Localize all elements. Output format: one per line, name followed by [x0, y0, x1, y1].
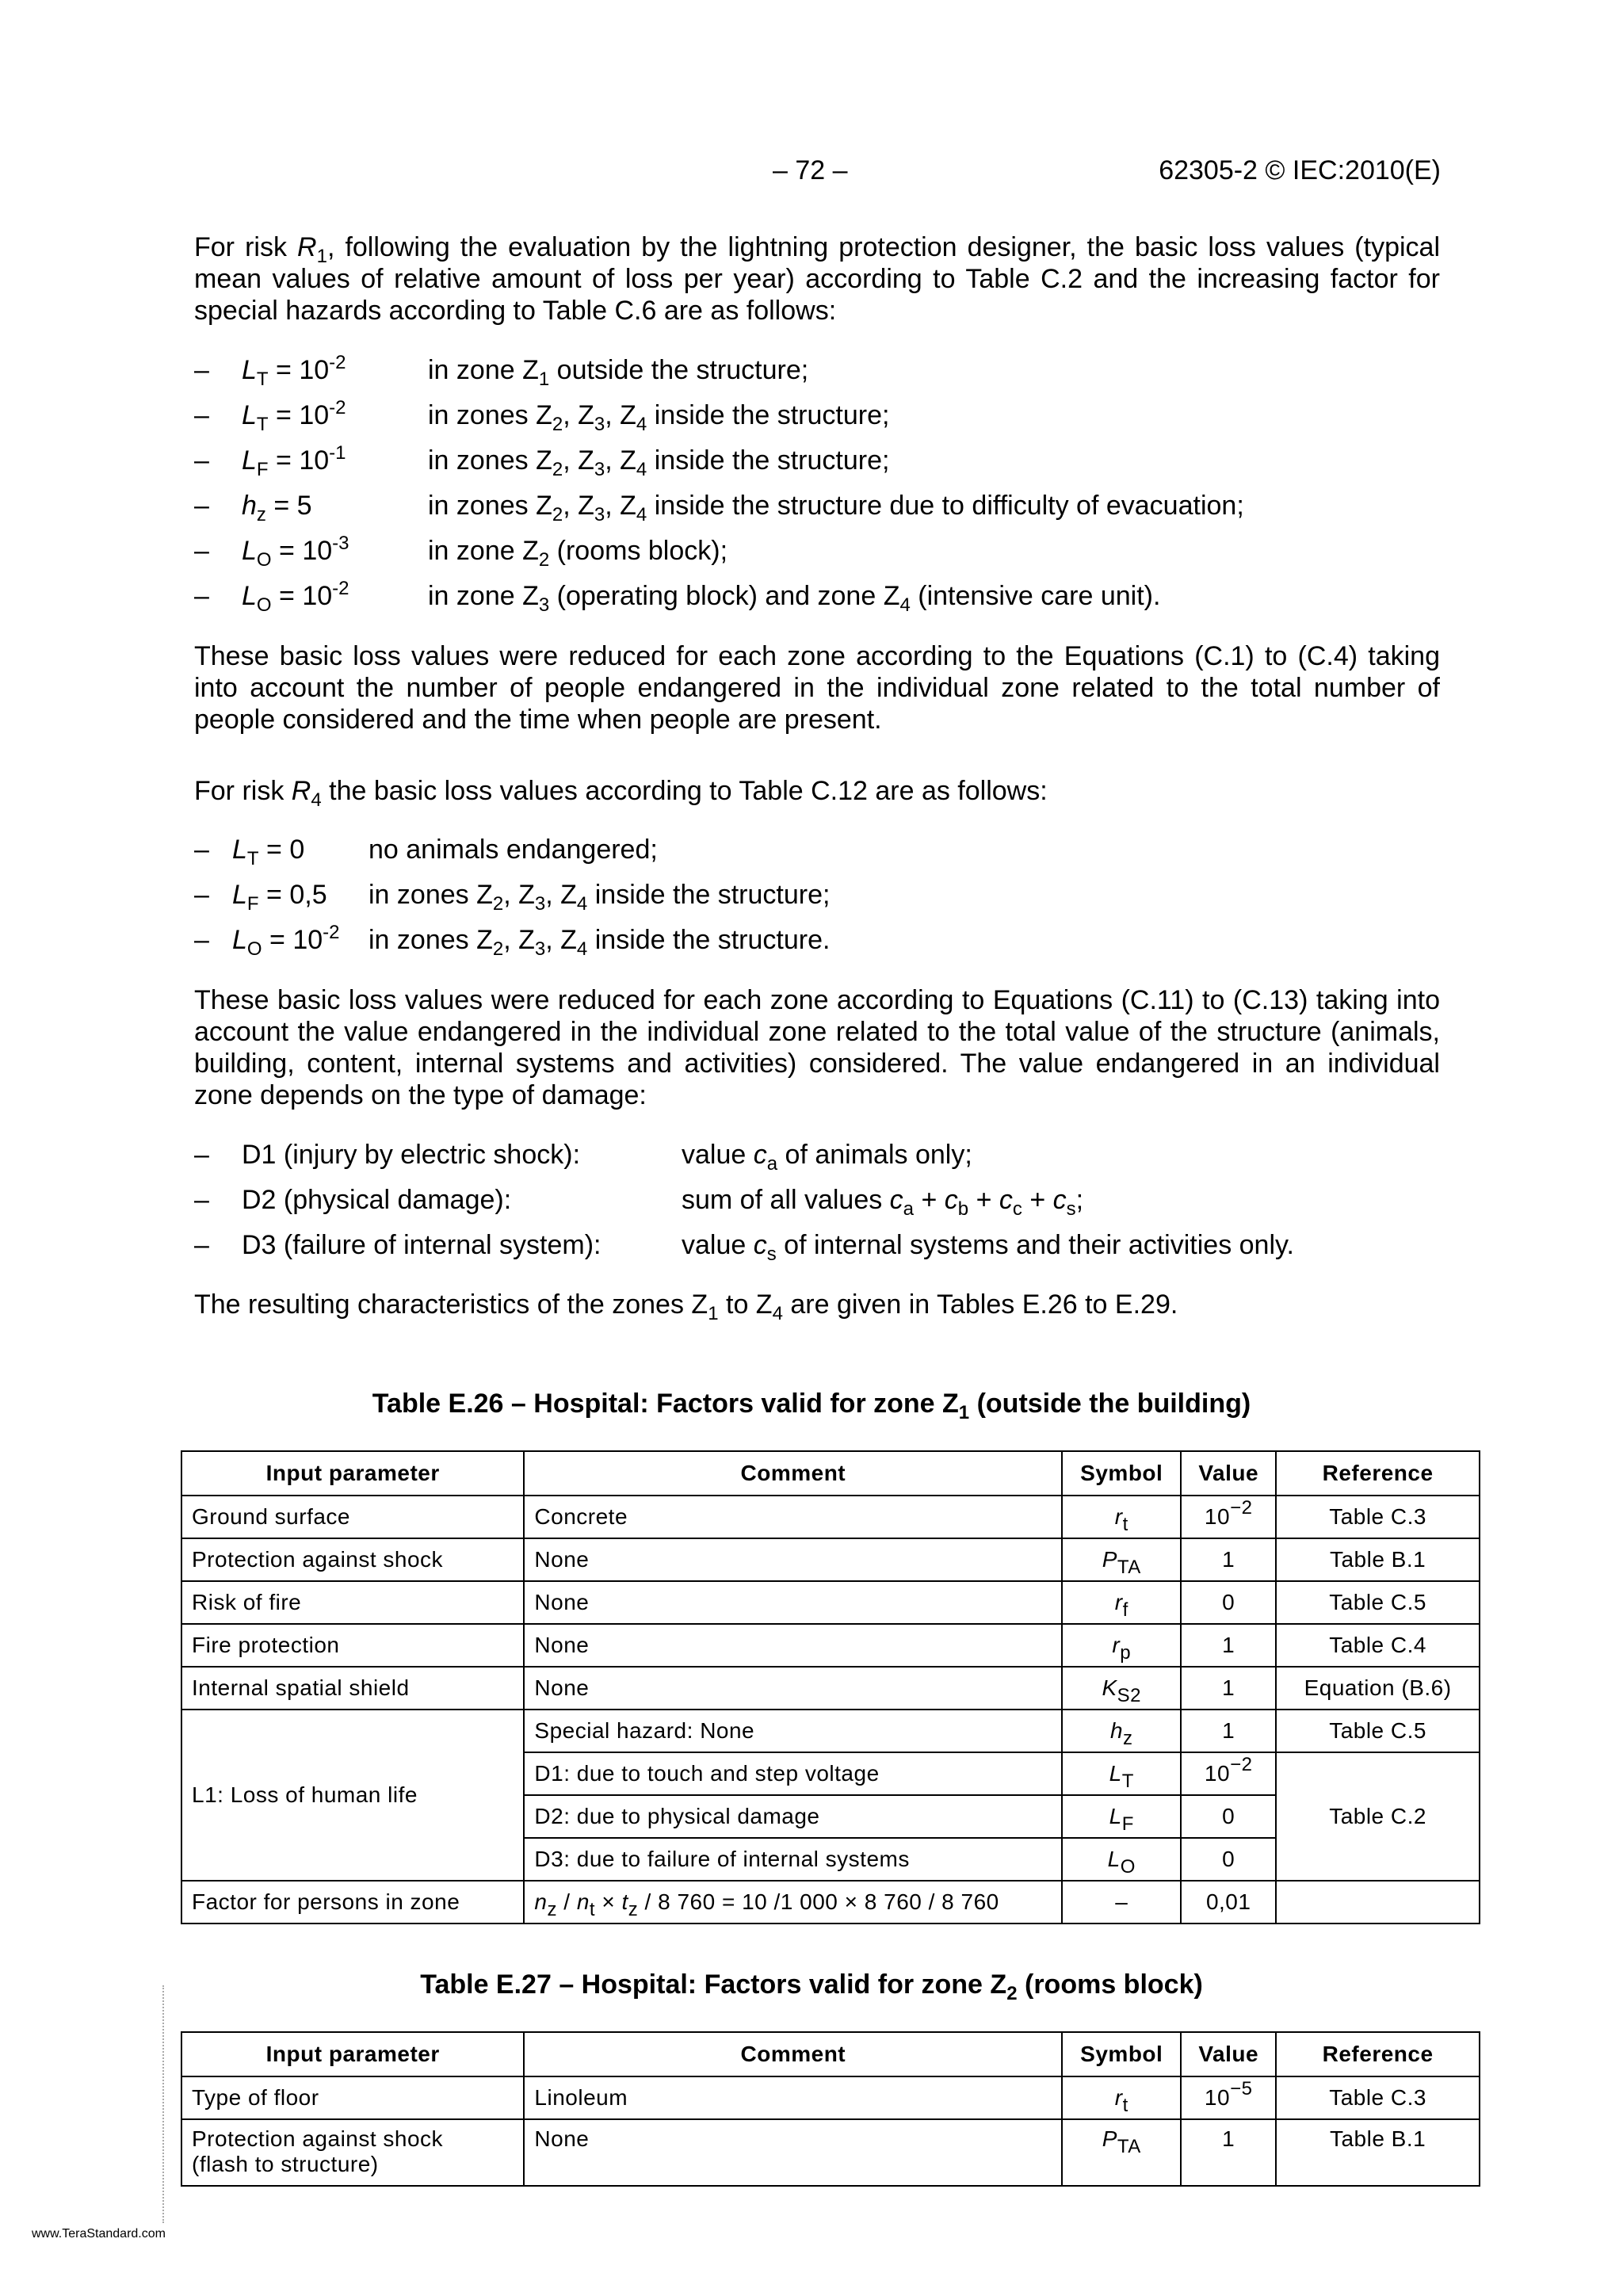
- column-header: Reference: [1276, 2032, 1480, 2076]
- column-header: Input parameter: [181, 2032, 524, 2076]
- column-header: Symbol: [1062, 1451, 1181, 1496]
- table-row: Factor for persons in zone $n_z / n_t \times t_z / 8$ 760 = 10 /1 000 × 8 760 / 8 760 – 0,01: [181, 1881, 1480, 1924]
- paragraph-loss-reduction: These basic loss values were reduced for each zone according to the Equations (C.1) to (C.4) taking into account the number of people endangered in the individual zone related to the total number of people considered and the time when people are present.: [194, 641, 1440, 735]
- page-number: – 72 –: [773, 155, 848, 185]
- column-header: Input parameter: [181, 1451, 524, 1496]
- table-e26: [181, 1450, 1480, 1924]
- table-row: Protection against shock None $P_{TA}$ 1 Table B.1: [181, 1538, 1480, 1581]
- table-e26-caption: Table E.26 – Hospital: Factors valid for zone $Z_1$ (outside the building): [372, 1389, 1251, 1423]
- list-item: – $L_F = 10^{-1}$ in zones $Z_2$, $Z_3$, $Z_4$ inside the structure;: [194, 442, 890, 480]
- table-header-row: [181, 1451, 1480, 1496]
- table-row: Internal spatial shield None $K_{S2}$ 1 Equation (B.6): [181, 1667, 1480, 1710]
- column-header: Reference: [1276, 1451, 1480, 1496]
- column-header: Comment: [524, 2032, 1062, 2076]
- list-item: – $h_z = 5$ in zones $Z_2$, $Z_3$, $Z_4$ inside the structure due to difficulty of evacuation;: [194, 491, 1244, 525]
- table-row: Protection against shock (flash to structure) None $P_{TA}$ 1 Table B.1: [181, 2119, 1480, 2186]
- table-e27-caption: Table E.27 – Hospital: Factors valid for zone $Z_2$ (rooms block): [420, 1969, 1203, 2004]
- column-header: Value: [1181, 2032, 1276, 2076]
- intro-paragraph: For risk $R_1$, following the evaluation by the lightning protection designer, the basic loss values (typical mean values of relative amount of loss per year) according to Table C.2 and the increasing factor for special hazards according to Table C.6 are as follows:: [194, 232, 1440, 326]
- standard-id: 62305-2 © IEC:2010(E): [1159, 155, 1441, 185]
- watermark: www.TeraStandard.com: [32, 2227, 166, 2241]
- r4-intro: For risk $R_4$ the basic loss values according to Table C.12 are as follows:: [194, 776, 1048, 811]
- list-item: – $L_O = 10^{-3}$ in zone $Z_2$ (rooms block);: [194, 533, 728, 571]
- list-item: – D3 (failure of internal system): value $c_s$ of internal systems and their activities only.: [194, 1230, 1294, 1265]
- table-row: L1: Loss of human life Special hazard: None $h_z$ 1 Table C.5: [181, 1710, 1480, 1752]
- table-row: Ground surface Concrete $r_t$ $10^{-2}$ Table C.3: [181, 1496, 1480, 1538]
- list-item: – $L_O = 10^{-2}$ in zone $Z_3$ (operating block) and zone $Z_4$ (intensive care unit).: [194, 578, 1161, 616]
- list-item: – $L_T = 10^{-2}$ in zone $Z_1$ outside the structure;: [194, 352, 809, 390]
- table-row: D2: due to physical damage $L_F$ 0: [181, 1795, 1480, 1838]
- paragraph-value-endangered: These basic loss values were reduced for each zone according to Equations (C.11) to (C.13) taking into account the value endangered in the individual zone related to the total value of the structure (animals, building, content, internal systems and activities) considered. The value endangered in an individual zone depends on the type of damage:: [194, 985, 1440, 1110]
- list-item: – $L_O = 10^{-2}$ in zones $Z_2$, $Z_3$, $Z_4$ inside the structure.: [194, 922, 831, 960]
- list-item: – D2 (physical damage): sum of all values $c_a + c_b + c_c + c_s$;: [194, 1185, 1084, 1220]
- list-item: – $L_F = 0,5$ in zones $Z_2$, $Z_3$, $Z_4$ inside the structure;: [194, 880, 831, 915]
- table-row: D1: due to touch and step voltage $L_T$ $10^{-2}$ Table C.2: [181, 1752, 1480, 1795]
- list-item: – D1 (injury by electric shock): value $c_a$ of animals only;: [194, 1140, 972, 1175]
- scan-edge-dots: [162, 1985, 166, 2223]
- paragraph-zone-characteristics: The resulting characteristics of the zones $Z_1$ to $Z_4$ are given in Tables E.26 to E.29.: [194, 1289, 1178, 1324]
- table-row: Fire protection None $r_p$ 1 Table C.4: [181, 1624, 1480, 1667]
- list-item: – $L_T = 10^{-2}$ in zones $Z_2$, $Z_3$, $Z_4$ inside the structure;: [194, 397, 890, 435]
- table-row: Risk of fire None $r_f$ 0 Table C.5: [181, 1581, 1480, 1624]
- column-header: Comment: [524, 1451, 1062, 1496]
- list-item: – $L_T = 0$ no animals endangered;: [194, 835, 658, 869]
- table-row: Type of floor Linoleum $r_t$ $10^{-5}$ Table C.3: [181, 2076, 1480, 2119]
- column-header: Symbol: [1062, 2032, 1181, 2076]
- table-e27: [181, 2031, 1480, 2187]
- column-header: Value: [1181, 1451, 1276, 1496]
- table-row: D3: due to failure of internal systems $L_O$ 0: [181, 1838, 1480, 1881]
- table-header-row: [181, 2032, 1480, 2076]
